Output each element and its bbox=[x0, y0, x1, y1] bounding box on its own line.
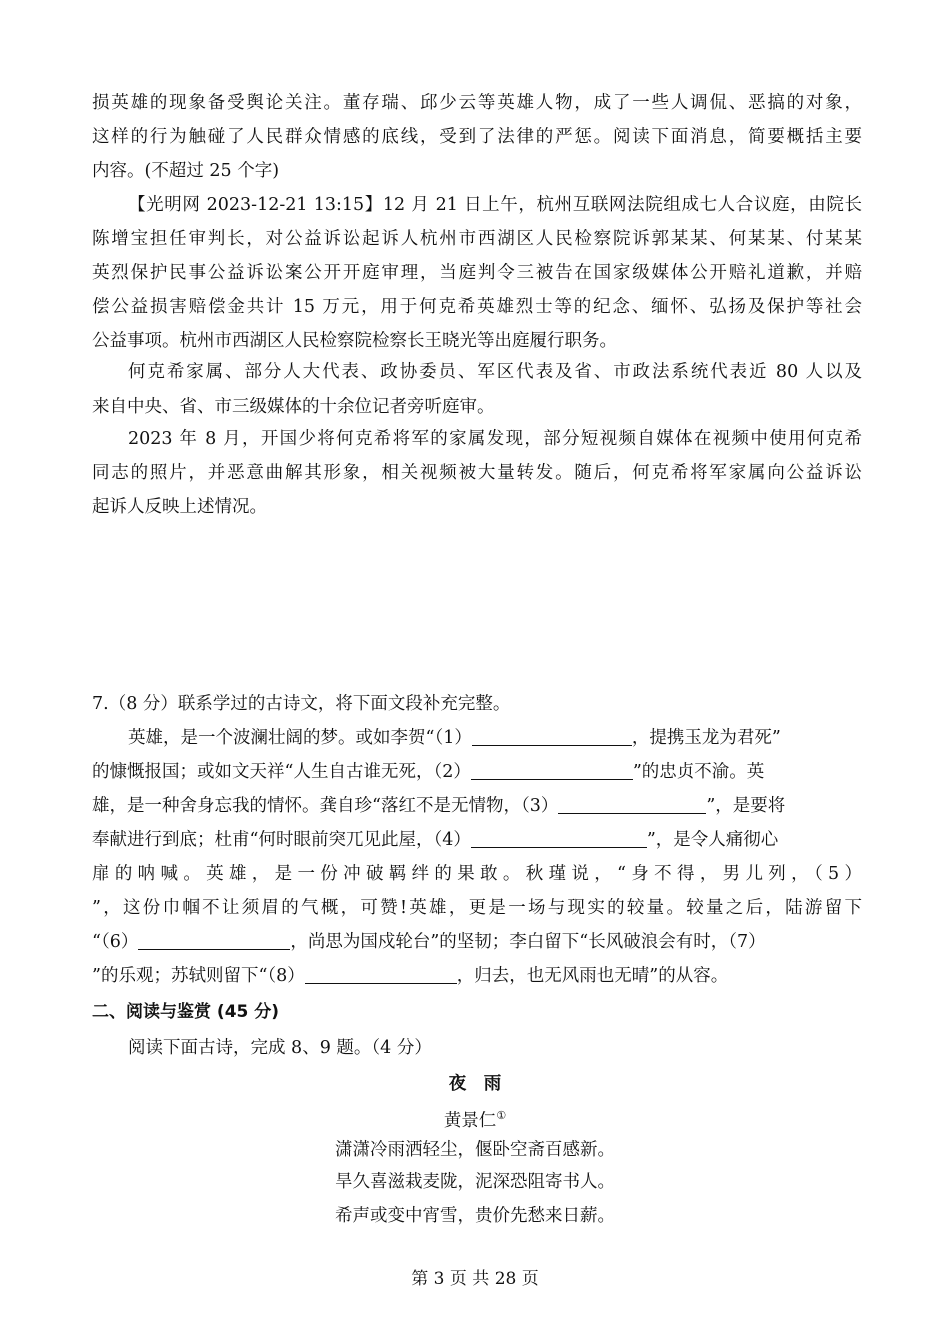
q7-line-7-b: ，尚思为国戍轮台”的坚韧；李白留下“长风破浪会有时，（7） bbox=[290, 932, 766, 952]
section-2-instruction: 阅读下面古诗，完成 8、9 题。（4 分） bbox=[128, 1038, 432, 1058]
q7-line-4-b: ”，是令人痛彻心 bbox=[646, 830, 779, 850]
blank-4[interactable] bbox=[471, 827, 647, 848]
intro-line-3: 内容。(不超过 25 个字) bbox=[92, 161, 280, 181]
news-p1-line-5: 公益事项。杭州市西湖区人民检察院检察长王晓光等出庭履行职务。 bbox=[92, 331, 617, 351]
q7-line-8 bbox=[92, 959, 862, 993]
poem-author-name: 黄景仁 bbox=[443, 1110, 497, 1131]
blank-2[interactable] bbox=[471, 759, 633, 780]
q7-line-3-a: 雄，是一种舍身忘我的情怀。龚自珍“落红不是无情物，（3） bbox=[92, 796, 559, 816]
news-p3-line-1: 2023 年 8 月，开国少将何克希将军的家属发现，部分短视频自媒体在视频中使用何克希 bbox=[128, 429, 862, 449]
q7-line-8-b: ，归去，也无风雨也无晴”的从容。 bbox=[456, 966, 729, 986]
q7-line-2-b: ”的忠贞不渝。英 bbox=[632, 762, 765, 782]
q7-line-8-a: ”的乐观；苏轼则留下“（8） bbox=[92, 966, 305, 986]
poem-title: 夜 雨 bbox=[448, 1074, 502, 1094]
blank-3[interactable] bbox=[558, 793, 706, 814]
question-7-title: 7.（8 分）联系学过的古诗文，将下面文段补充完整。 bbox=[92, 694, 511, 714]
q7-line-3-b: ”，是要将 bbox=[706, 796, 786, 816]
news-p1-line-4: 偿公益损害赔偿金共计 15 万元，用于何克希英雄烈士等的纪念、缅怀、弘扬及保护等社会 bbox=[92, 297, 862, 317]
news-p3-line-3: 起诉人反映上述情况。 bbox=[92, 497, 267, 517]
blank-1[interactable] bbox=[472, 725, 632, 746]
poem-line-2: 旱久喜滋栽麦陇，泥深恐阻寄书人。 bbox=[335, 1172, 615, 1192]
q7-line-3 bbox=[92, 789, 862, 823]
q7-line-4 bbox=[92, 823, 862, 857]
q7-line-1 bbox=[128, 721, 862, 755]
news-p3-line-2: 同志的照片，并恶意曲解其形象，相关视频被大量转发。随后，何克希将军家属向公益诉讼 bbox=[92, 463, 862, 483]
news-p2-line-1: 何克希家属、部分人大代表、政协委员、军区代表及省、市政法系统代表近 80 人以及 bbox=[128, 362, 862, 382]
poem-line-3: 希声或变中宵雪，贵价先愁来日薪。 bbox=[335, 1206, 615, 1226]
q7-line-4-a: 奉献进行到底；杜甫“何时眼前突兀见此屋，（4） bbox=[92, 830, 471, 850]
section-2-heading: 二、阅读与鉴赏 (45 分) bbox=[92, 1002, 280, 1022]
q7-line-1-b: ，提携玉龙为君死” bbox=[631, 728, 781, 748]
blank-8[interactable] bbox=[305, 963, 457, 984]
q7-line-1-a: 英雄，是一个波澜壮阔的梦。或如李贺“（1） bbox=[128, 728, 472, 748]
blank-6[interactable] bbox=[138, 929, 290, 950]
q7-line-7 bbox=[92, 925, 862, 959]
poem-author bbox=[0, 1099, 950, 1138]
intro-line-2: 这样的行为触碰了人民群众情感的底线，受到了法律的严惩。阅读下面消息，简要概括主要 bbox=[92, 127, 862, 147]
q7-line-2 bbox=[92, 755, 862, 789]
footnote-marker[interactable]: ① bbox=[496, 1109, 507, 1122]
news-p1-line-1: 【光明网 2023-12-21 13:15】12 月 21 日上午，杭州互联网法院组成七人合议庭，由院长 bbox=[128, 195, 862, 215]
q7-line-7-a: “（6） bbox=[92, 932, 139, 952]
q7-line-2-a: 的慷慨报国；或如文天祥“人生自古谁无死，（2） bbox=[92, 762, 471, 782]
intro-line-1: 损英雄的现象备受舆论关注。董存瑞、邱少云等英雄人物，成了一些人调侃、恶搞的对象， bbox=[92, 93, 862, 113]
poem-line-1: 潇潇冷雨洒轻尘，偃卧空斋百感新。 bbox=[335, 1140, 615, 1160]
page-footer: 第 3 页 共 28 页 bbox=[411, 1269, 539, 1289]
news-p2-line-2: 来自中央、省、市三级媒体的十余位记者旁听庭审。 bbox=[92, 397, 495, 417]
news-p1-line-2: 陈增宝担任审判长，对公益诉讼起诉人杭州市西湖区人民检察院诉郭某某、何某某、付某某 bbox=[92, 229, 862, 249]
news-p1-line-3: 英烈保护民事公益诉讼案公开开庭审理，当庭判令三被告在国家级媒体公开赔礼道歉，并赔 bbox=[92, 263, 862, 283]
q7-line-5: 扉的呐喊。英雄，是一份冲破羁绊的果敢。秋瑾说，“身不得，男儿列，（5） bbox=[92, 864, 862, 884]
q7-line-6: ”，这份巾帼不让须眉的气概，可赞!英雄，更是一场与现实的较量。较量之后，陆游留下 bbox=[92, 898, 862, 918]
